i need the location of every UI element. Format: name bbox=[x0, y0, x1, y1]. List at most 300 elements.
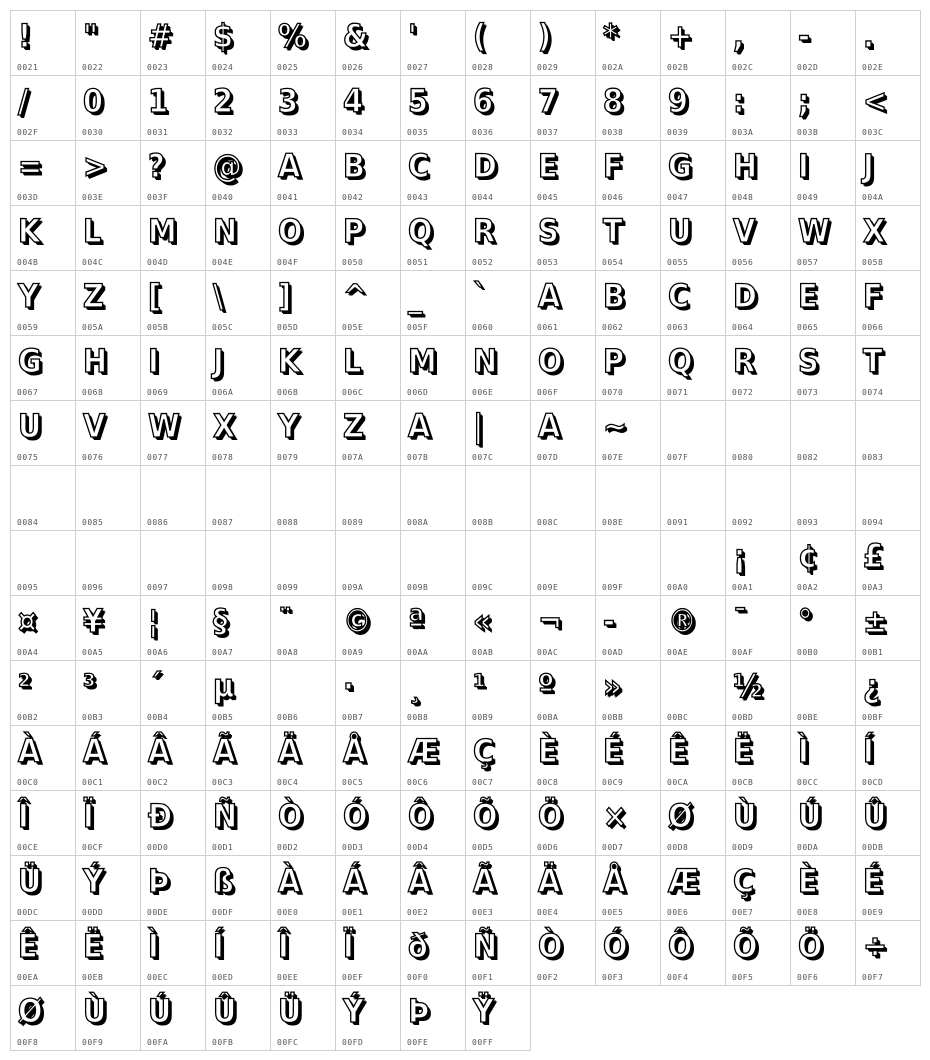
glyph-codepoint: 009F bbox=[602, 583, 624, 592]
glyph-cell bbox=[205, 335, 271, 401]
glyph-sample: ; bbox=[798, 82, 810, 120]
glyph-sample: Ä bbox=[538, 862, 561, 900]
glyph-cell bbox=[465, 920, 531, 986]
glyph-codepoint: 0095 bbox=[17, 583, 39, 592]
glyph-cell bbox=[335, 790, 401, 856]
glyph-sample: × bbox=[603, 797, 628, 835]
glyph-sample: & bbox=[343, 17, 369, 55]
glyph-cell bbox=[465, 400, 531, 466]
glyph-cell bbox=[790, 530, 856, 596]
glyph-codepoint: 00D4 bbox=[407, 843, 429, 852]
glyph-sample: Ý bbox=[83, 862, 104, 900]
glyph-cell bbox=[530, 530, 596, 596]
glyph-sample: N bbox=[473, 342, 498, 380]
glyph-cell bbox=[465, 985, 531, 1051]
glyph-cell bbox=[10, 465, 76, 531]
glyph-codepoint: 00D3 bbox=[342, 843, 364, 852]
glyph-codepoint: 0094 bbox=[862, 518, 884, 527]
glyph-codepoint: 00D5 bbox=[472, 843, 494, 852]
glyph-cell bbox=[75, 205, 141, 271]
glyph-codepoint: 0039 bbox=[667, 128, 689, 137]
glyph-cell bbox=[10, 920, 76, 986]
glyph-sample: Û bbox=[213, 992, 237, 1030]
glyph-sample: 9 bbox=[668, 82, 689, 120]
glyph-cell bbox=[205, 205, 271, 271]
glyph-codepoint: 00FE bbox=[407, 1038, 429, 1047]
glyph-codepoint: 008C bbox=[537, 518, 559, 527]
glyph-sample: A bbox=[538, 277, 561, 315]
glyph-codepoint: 0068 bbox=[82, 388, 104, 397]
glyph-sample: + bbox=[668, 17, 693, 55]
glyph-cell bbox=[855, 205, 921, 271]
glyph-codepoint: 0036 bbox=[472, 128, 494, 137]
glyph-codepoint: 00B6 bbox=[277, 713, 299, 722]
glyph-codepoint: 00F3 bbox=[602, 973, 624, 982]
glyph-cell bbox=[595, 465, 661, 531]
glyph-sample: Q bbox=[668, 342, 693, 380]
glyph-sample bbox=[603, 471, 655, 511]
glyph-cell bbox=[400, 205, 466, 271]
glyph-codepoint: 003D bbox=[17, 193, 39, 202]
glyph-sample: Ü bbox=[18, 862, 42, 900]
glyph-cell bbox=[595, 400, 661, 466]
glyph-cell bbox=[400, 920, 466, 986]
glyph-sample: Ó bbox=[343, 797, 368, 835]
glyph-codepoint: 00C4 bbox=[277, 778, 299, 787]
glyph-codepoint: 00D7 bbox=[602, 843, 624, 852]
glyph-cell bbox=[855, 400, 921, 466]
glyph-codepoint: 00A0 bbox=[667, 583, 689, 592]
glyph-codepoint: 0085 bbox=[82, 518, 104, 527]
glyph-sample: ] bbox=[278, 277, 292, 315]
glyph-cell bbox=[75, 400, 141, 466]
glyph-cell bbox=[140, 75, 206, 141]
glyph-codepoint: 0092 bbox=[732, 518, 754, 527]
glyph-codepoint: 0038 bbox=[602, 128, 624, 137]
glyph-sample: Ÿ bbox=[473, 992, 494, 1030]
glyph-codepoint: 0072 bbox=[732, 388, 754, 397]
glyph-codepoint: 0054 bbox=[602, 258, 624, 267]
glyph-cell bbox=[790, 595, 856, 661]
glyph-cell bbox=[10, 530, 76, 596]
glyph-codepoint: 0033 bbox=[277, 128, 299, 137]
glyph-codepoint: 0086 bbox=[147, 518, 169, 527]
glyph-cell bbox=[855, 530, 921, 596]
glyph-codepoint: 00E5 bbox=[602, 908, 624, 917]
glyph-cell bbox=[595, 10, 661, 76]
glyph-cell bbox=[335, 465, 401, 531]
glyph-cell bbox=[10, 725, 76, 791]
glyph-cell bbox=[10, 205, 76, 271]
glyph-cell bbox=[335, 920, 401, 986]
glyph-codepoint: 00E6 bbox=[667, 908, 689, 917]
glyph-sample bbox=[798, 471, 850, 511]
glyph-codepoint: 00F9 bbox=[82, 1038, 104, 1047]
glyph-cell bbox=[335, 400, 401, 466]
glyph-cell bbox=[660, 855, 726, 921]
glyph-codepoint: 0074 bbox=[862, 388, 884, 397]
glyph-sample: X bbox=[863, 212, 886, 250]
glyph-sample: D bbox=[473, 147, 497, 185]
glyph-cell bbox=[75, 790, 141, 856]
glyph-sample: Á bbox=[343, 862, 366, 900]
glyph-sample: 0 bbox=[83, 82, 104, 120]
glyph-codepoint: 0073 bbox=[797, 388, 819, 397]
glyph-codepoint: 00C6 bbox=[407, 778, 429, 787]
glyph-codepoint: 0021 bbox=[17, 63, 39, 72]
glyph-codepoint: 0097 bbox=[147, 583, 169, 592]
glyph-codepoint: 003F bbox=[147, 193, 169, 202]
glyph-sample: ' bbox=[408, 17, 417, 55]
glyph-codepoint: 0067 bbox=[17, 388, 39, 397]
glyph-sample: Þ bbox=[408, 992, 430, 1030]
glyph-cell bbox=[140, 855, 206, 921]
glyph-codepoint: 004E bbox=[212, 258, 234, 267]
glyph-codepoint: 00E7 bbox=[732, 908, 754, 917]
glyph-sample: ! bbox=[18, 17, 32, 55]
glyph-sample bbox=[798, 406, 850, 446]
glyph-codepoint: 0053 bbox=[537, 258, 559, 267]
glyph-codepoint: 00CA bbox=[667, 778, 689, 787]
glyph-sample: Ñ bbox=[213, 797, 238, 835]
glyph-sample: Ç bbox=[733, 862, 755, 900]
glyph-cell bbox=[75, 595, 141, 661]
glyph-sample: ª bbox=[408, 602, 425, 640]
glyph-codepoint: 0099 bbox=[277, 583, 299, 592]
glyph-codepoint: 008A bbox=[407, 518, 429, 527]
glyph-cell bbox=[530, 725, 596, 791]
glyph-sample: A bbox=[408, 407, 431, 445]
glyph-codepoint: 0029 bbox=[537, 63, 559, 72]
glyph-codepoint: 0071 bbox=[667, 388, 689, 397]
glyph-codepoint: 006E bbox=[472, 388, 494, 397]
glyph-sample: ` bbox=[473, 277, 488, 315]
glyph-codepoint: 007A bbox=[342, 453, 364, 462]
glyph-codepoint: 00FC bbox=[277, 1038, 299, 1047]
glyph-sample: ¿ bbox=[863, 667, 880, 705]
glyph-sample bbox=[538, 471, 590, 511]
glyph-codepoint: 003B bbox=[797, 128, 819, 137]
glyph-sample: - bbox=[798, 17, 810, 55]
glyph-cell bbox=[595, 530, 661, 596]
glyph-codepoint: 00C9 bbox=[602, 778, 624, 787]
glyph-cell bbox=[140, 660, 206, 726]
glyph-cell bbox=[790, 205, 856, 271]
glyph-cell bbox=[270, 855, 336, 921]
glyph-cell bbox=[855, 790, 921, 856]
glyph-cell bbox=[400, 10, 466, 76]
glyph-codepoint: 0044 bbox=[472, 193, 494, 202]
glyph-sample: 4 bbox=[343, 82, 364, 120]
glyph-codepoint: 007E bbox=[602, 453, 624, 462]
glyph-codepoint: 0024 bbox=[212, 63, 234, 72]
glyph-cell bbox=[205, 790, 271, 856]
glyph-sample bbox=[668, 666, 720, 706]
glyph-sample: ÷ bbox=[863, 927, 888, 965]
glyph-cell bbox=[725, 270, 791, 336]
glyph-sample: Ê bbox=[18, 927, 38, 965]
glyph-codepoint: 0069 bbox=[147, 388, 169, 397]
glyph-cell bbox=[855, 335, 921, 401]
glyph-cell bbox=[725, 10, 791, 76]
glyph-codepoint: 00E1 bbox=[342, 908, 364, 917]
glyph-sample: Z bbox=[83, 277, 104, 315]
glyph-codepoint: 00EE bbox=[277, 973, 299, 982]
glyph-sample: M bbox=[148, 212, 177, 250]
glyph-sample: Ò bbox=[278, 797, 303, 835]
glyph-codepoint: 00C7 bbox=[472, 778, 494, 787]
glyph-sample: É bbox=[863, 862, 883, 900]
glyph-sample: Å bbox=[343, 732, 366, 770]
glyph-sample: Ó bbox=[603, 927, 628, 965]
glyph-sample: Ï bbox=[83, 797, 94, 835]
glyph-cell bbox=[465, 595, 531, 661]
glyph-cell bbox=[660, 270, 726, 336]
glyph-cell bbox=[335, 530, 401, 596]
glyph-cell bbox=[530, 400, 596, 466]
glyph-codepoint: 002B bbox=[667, 63, 689, 72]
glyph-cell bbox=[725, 595, 791, 661]
glyph-cell bbox=[725, 530, 791, 596]
glyph-cell bbox=[595, 75, 661, 141]
glyph-codepoint: 0027 bbox=[407, 63, 429, 72]
glyph-sample: W bbox=[148, 407, 180, 445]
glyph-cell bbox=[10, 75, 76, 141]
glyph-sample bbox=[213, 536, 265, 576]
glyph-sample: Î bbox=[278, 927, 289, 965]
glyph-cell bbox=[10, 10, 76, 76]
glyph-sample: Õ bbox=[733, 927, 758, 965]
glyph-codepoint: 0084 bbox=[17, 518, 39, 527]
glyph-cell bbox=[595, 855, 661, 921]
glyph-codepoint: 00BB bbox=[602, 713, 624, 722]
glyph-cell bbox=[400, 335, 466, 401]
glyph-codepoint: 006A bbox=[212, 388, 234, 397]
glyph-codepoint: 00A6 bbox=[147, 648, 169, 657]
glyph-sample: Ý bbox=[343, 992, 364, 1030]
glyph-cell bbox=[10, 270, 76, 336]
glyph-cell bbox=[335, 270, 401, 336]
glyph-cell bbox=[335, 855, 401, 921]
glyph-cell bbox=[465, 660, 531, 726]
glyph-cell bbox=[790, 10, 856, 76]
glyph-cell bbox=[75, 465, 141, 531]
glyph-sample bbox=[473, 536, 525, 576]
glyph-codepoint: 0087 bbox=[212, 518, 234, 527]
glyph-codepoint: 0083 bbox=[862, 453, 884, 462]
glyph-sample: O bbox=[538, 342, 563, 380]
glyph-cell bbox=[855, 725, 921, 791]
glyph-sample: 8 bbox=[603, 82, 624, 120]
glyph-sample: A bbox=[538, 407, 561, 445]
glyph-sample: F bbox=[603, 147, 623, 185]
glyph-sample: Ô bbox=[668, 927, 693, 965]
glyph-codepoint: 0025 bbox=[277, 63, 299, 72]
glyph-cell bbox=[725, 725, 791, 791]
glyph-sample: © bbox=[343, 602, 372, 640]
glyph-sample bbox=[733, 471, 785, 511]
glyph-cell bbox=[270, 660, 336, 726]
glyph-sample bbox=[343, 471, 395, 511]
glyph-codepoint: 0080 bbox=[732, 453, 754, 462]
glyph-cell bbox=[595, 335, 661, 401]
glyph-codepoint: 00A1 bbox=[732, 583, 754, 592]
glyph-codepoint: 00B3 bbox=[82, 713, 104, 722]
glyph-codepoint: 00F4 bbox=[667, 973, 689, 982]
glyph-cell bbox=[530, 205, 596, 271]
glyph-cell bbox=[790, 335, 856, 401]
glyph-sample: Ü bbox=[278, 992, 302, 1030]
glyph-sample: È bbox=[798, 862, 818, 900]
glyph-sample: Î bbox=[18, 797, 29, 835]
glyph-codepoint: 00F8 bbox=[17, 1038, 39, 1047]
glyph-cell bbox=[530, 75, 596, 141]
glyph-sample: ¤ bbox=[18, 602, 37, 640]
glyph-codepoint: 00CB bbox=[732, 778, 754, 787]
glyph-codepoint: 00E8 bbox=[797, 908, 819, 917]
glyph-cell bbox=[855, 10, 921, 76]
glyph-sample: G bbox=[668, 147, 692, 185]
glyph-cell bbox=[530, 790, 596, 856]
glyph-codepoint: 00CD bbox=[862, 778, 884, 787]
glyph-codepoint: 0023 bbox=[147, 63, 169, 72]
glyph-cell bbox=[400, 725, 466, 791]
glyph-sample: Ë bbox=[83, 927, 103, 965]
glyph-cell bbox=[335, 140, 401, 206]
glyph-codepoint: 00B2 bbox=[17, 713, 39, 722]
glyph-codepoint: 00C5 bbox=[342, 778, 364, 787]
glyph-codepoint: 0037 bbox=[537, 128, 559, 137]
glyph-codepoint: 00FA bbox=[147, 1038, 169, 1047]
glyph-sample: I bbox=[148, 342, 159, 380]
glyph-cell bbox=[855, 660, 921, 726]
glyph-cell bbox=[270, 335, 336, 401]
glyph-codepoint: 009B bbox=[407, 583, 429, 592]
glyph-cell bbox=[140, 400, 206, 466]
glyph-cell bbox=[10, 595, 76, 661]
glyph-cell bbox=[270, 790, 336, 856]
glyph-codepoint: 00AA bbox=[407, 648, 429, 657]
glyph-cell bbox=[75, 10, 141, 76]
glyph-sample: ¥ bbox=[83, 602, 104, 640]
glyph-cell bbox=[270, 10, 336, 76]
glyph-codepoint: 00DA bbox=[797, 843, 819, 852]
glyph-sample: Þ bbox=[148, 862, 170, 900]
glyph-sample: ( bbox=[473, 17, 487, 55]
glyph-codepoint: 00DF bbox=[212, 908, 234, 917]
glyph-codepoint: 006B bbox=[277, 388, 299, 397]
glyph-sample: ¯ bbox=[733, 602, 748, 640]
glyph-sample: S bbox=[798, 342, 819, 380]
glyph-codepoint: 0026 bbox=[342, 63, 364, 72]
glyph-codepoint: 007C bbox=[472, 453, 494, 462]
glyph-codepoint: 0046 bbox=[602, 193, 624, 202]
glyph-codepoint: 006D bbox=[407, 388, 429, 397]
glyph-sample: Ê bbox=[668, 732, 688, 770]
glyph-sample: ^ bbox=[343, 277, 368, 315]
glyph-cell bbox=[140, 530, 206, 596]
glyph-sample: Ù bbox=[733, 797, 757, 835]
glyph-sample: Æ bbox=[408, 732, 440, 770]
glyph-codepoint: 00BF bbox=[862, 713, 884, 722]
glyph-codepoint: 00C8 bbox=[537, 778, 559, 787]
glyph-cell bbox=[595, 140, 661, 206]
glyph-codepoint: 005D bbox=[277, 323, 299, 332]
glyph-cell bbox=[790, 855, 856, 921]
glyph-sample: ´ bbox=[148, 667, 163, 705]
glyph-sample: Õ bbox=[473, 797, 498, 835]
glyph-cell bbox=[855, 140, 921, 206]
glyph-codepoint: 00B7 bbox=[342, 713, 364, 722]
glyph-sample: ² bbox=[18, 667, 31, 705]
glyph-codepoint: 00E0 bbox=[277, 908, 299, 917]
glyph-codepoint: 00A9 bbox=[342, 648, 364, 657]
glyph-cell bbox=[595, 660, 661, 726]
glyph-sample: L bbox=[83, 212, 102, 250]
glyph-sample: G bbox=[18, 342, 42, 380]
glyph-cell bbox=[725, 75, 791, 141]
glyph-cell bbox=[140, 205, 206, 271]
glyph-sample bbox=[603, 536, 655, 576]
glyph-sample: Ì bbox=[148, 927, 159, 965]
glyph-cell bbox=[530, 595, 596, 661]
glyph-sample: È bbox=[538, 732, 558, 770]
glyph-cell bbox=[660, 530, 726, 596]
glyph-cell bbox=[530, 140, 596, 206]
glyph-codepoint: 0032 bbox=[212, 128, 234, 137]
glyph-sample: D bbox=[733, 277, 757, 315]
glyph-codepoint: 00E4 bbox=[537, 908, 559, 917]
glyph-codepoint: 004A bbox=[862, 193, 884, 202]
glyph-sample bbox=[148, 471, 200, 511]
glyph-sample: N bbox=[213, 212, 238, 250]
glyph-sample: Ø bbox=[18, 992, 43, 1030]
glyph-codepoint: 0049 bbox=[797, 193, 819, 202]
glyph-codepoint: 00BD bbox=[732, 713, 754, 722]
glyph-codepoint: 0060 bbox=[472, 323, 494, 332]
glyph-codepoint: 0041 bbox=[277, 193, 299, 202]
glyph-sample: = bbox=[18, 147, 43, 185]
glyph-sample: Í bbox=[213, 927, 224, 965]
glyph-codepoint: 00EF bbox=[342, 973, 364, 982]
glyph-cell bbox=[270, 920, 336, 986]
glyph-sample: _ bbox=[408, 277, 423, 315]
glyph-sample: | bbox=[473, 407, 484, 445]
glyph-sample bbox=[18, 471, 70, 511]
glyph-sample: " bbox=[83, 17, 98, 55]
glyph-codepoint: 0089 bbox=[342, 518, 364, 527]
glyph-codepoint: 002E bbox=[862, 63, 884, 72]
glyph-cell bbox=[10, 400, 76, 466]
glyph-codepoint: 00DD bbox=[82, 908, 104, 917]
glyph-cell bbox=[660, 660, 726, 726]
glyph-codepoint: 002C bbox=[732, 63, 754, 72]
glyph-sample: Æ bbox=[668, 862, 700, 900]
glyph-sample: § bbox=[213, 602, 228, 640]
glyph-cell bbox=[465, 205, 531, 271]
glyph-cell bbox=[270, 725, 336, 791]
glyph-sample: S bbox=[538, 212, 559, 250]
glyph-codepoint: 0063 bbox=[667, 323, 689, 332]
glyph-cell bbox=[660, 400, 726, 466]
glyph-codepoint: 0040 bbox=[212, 193, 234, 202]
glyph-codepoint: 002F bbox=[17, 128, 39, 137]
glyph-cell bbox=[140, 985, 206, 1051]
glyph-codepoint: 00EA bbox=[17, 973, 39, 982]
glyph-cell bbox=[725, 660, 791, 726]
glyph-sample: Ò bbox=[538, 927, 563, 965]
glyph-codepoint: 00C1 bbox=[82, 778, 104, 787]
